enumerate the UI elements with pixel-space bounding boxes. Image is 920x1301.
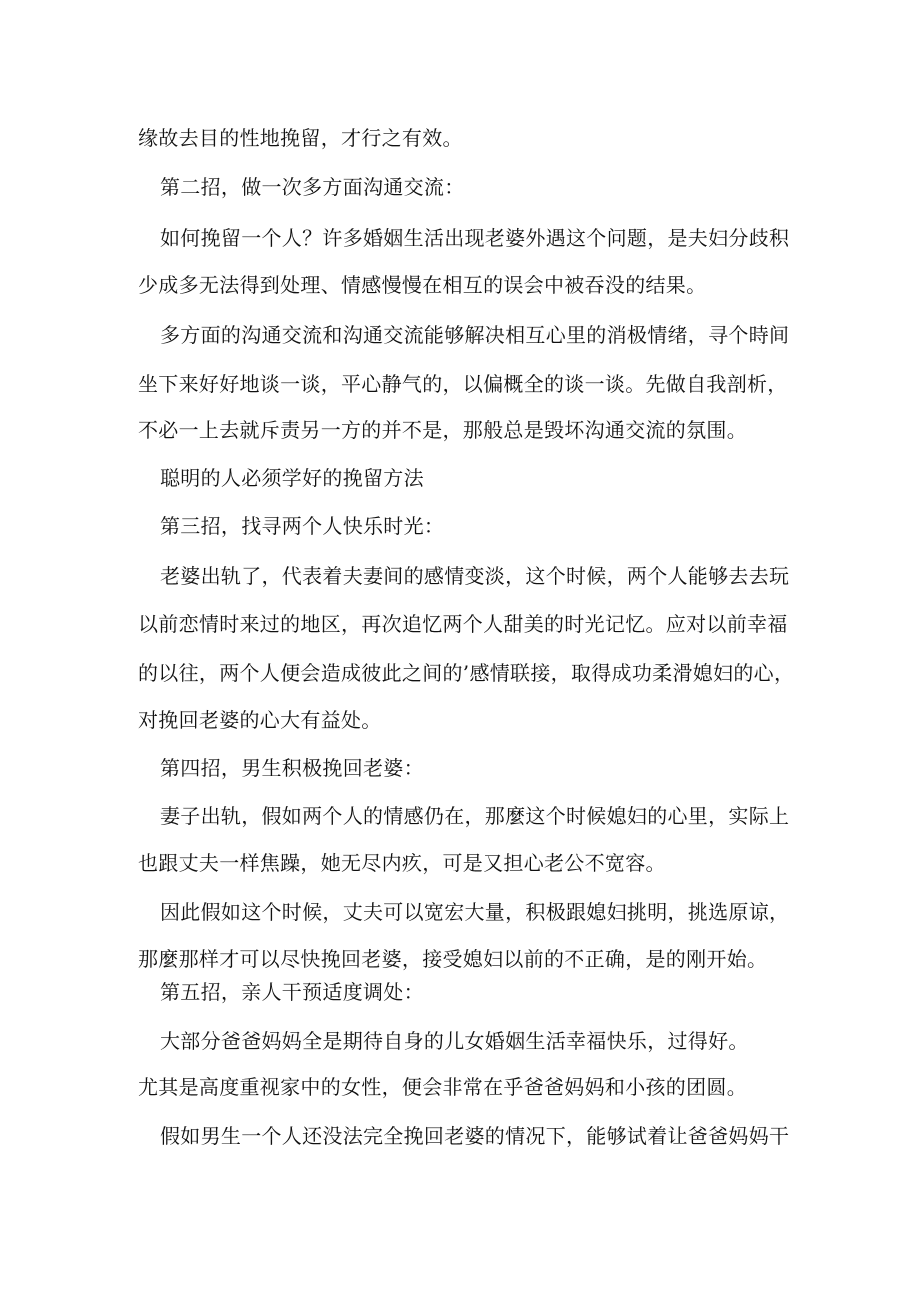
text-line: 因此假如这个时候，丈夫可以宽宏大量，积极跟媳妇挑明，挑选原谅， (160, 900, 790, 924)
text-line: 少成多无法得到处理、情感慢慢在相互的误会中被吞没的结果。 (138, 273, 707, 297)
section-heading: 聪明的人必须学好的挽留方法 (160, 466, 424, 490)
text-line: 假如男生一个人还没法完全挽回老婆的情况下，能够试着让爸爸妈妈干 (160, 1124, 790, 1148)
text-line: 缘故去目的性地挽留，才行之有效。 (138, 126, 463, 150)
text-line: 老婆出轨了，代表着夫妻间的感情变淡，这个时候，两个人能够去去玩 (160, 564, 790, 588)
text-line: 坐下来好好地谈一谈，平心静气的，以偏概全的谈一谈。先做自我剖析， (138, 372, 788, 396)
section-heading: 第五招，亲人干预适度调处： (160, 980, 424, 1004)
section-heading: 第四招，男生积极挽回老婆： (160, 756, 424, 780)
section-heading: 第三招，找寻两个人快乐时光： (160, 514, 445, 538)
text-line: 大部分爸爸妈妈全是期待自身的儿女婚姻生活幸福快乐，过得好。 (160, 1029, 749, 1053)
text-line: 那麼那样才可以尽快挽回老婆，接受媳妇以前的不正确，是的刚开始。 (138, 947, 768, 971)
text-line: 不必一上去就斥责另一方的并不是，那般总是毁坏沟通交流的氛围。 (138, 418, 747, 442)
section-heading: 第二招，做一次多方面沟通交流： (160, 175, 465, 199)
text-line: 对挽回老婆的心大有益处。 (138, 708, 382, 732)
text-line: 妻子出轨，假如两个人的情感仍在，那麼这个时候媳妇的心里，实际上 (160, 804, 790, 828)
text-line: 的以往，两个人便会造成彼此之间的’感情联接，取得成功柔滑媳妇的心， (138, 661, 795, 685)
text-line: 多方面的沟通交流和沟通交流能够解决相互心里的消极情绪，寻个時间 (160, 323, 790, 347)
text-line: 如何挽留一个人？许多婚姻生活出现老婆外遇这个问题，是夫妇分歧积 (160, 226, 790, 250)
text-line: 也跟丈夫一样焦躁，她无尽内疚，可是又担心老公不宽容。 (138, 851, 666, 875)
text-line: 尤其是高度重视家中的女性，便会非常在乎爸爸妈妈和小孩的团圆。 (138, 1075, 747, 1099)
text-line: 以前恋情时来过的地区，再次追忆两个人甜美的时光记忆。应对以前幸福 (138, 612, 788, 636)
